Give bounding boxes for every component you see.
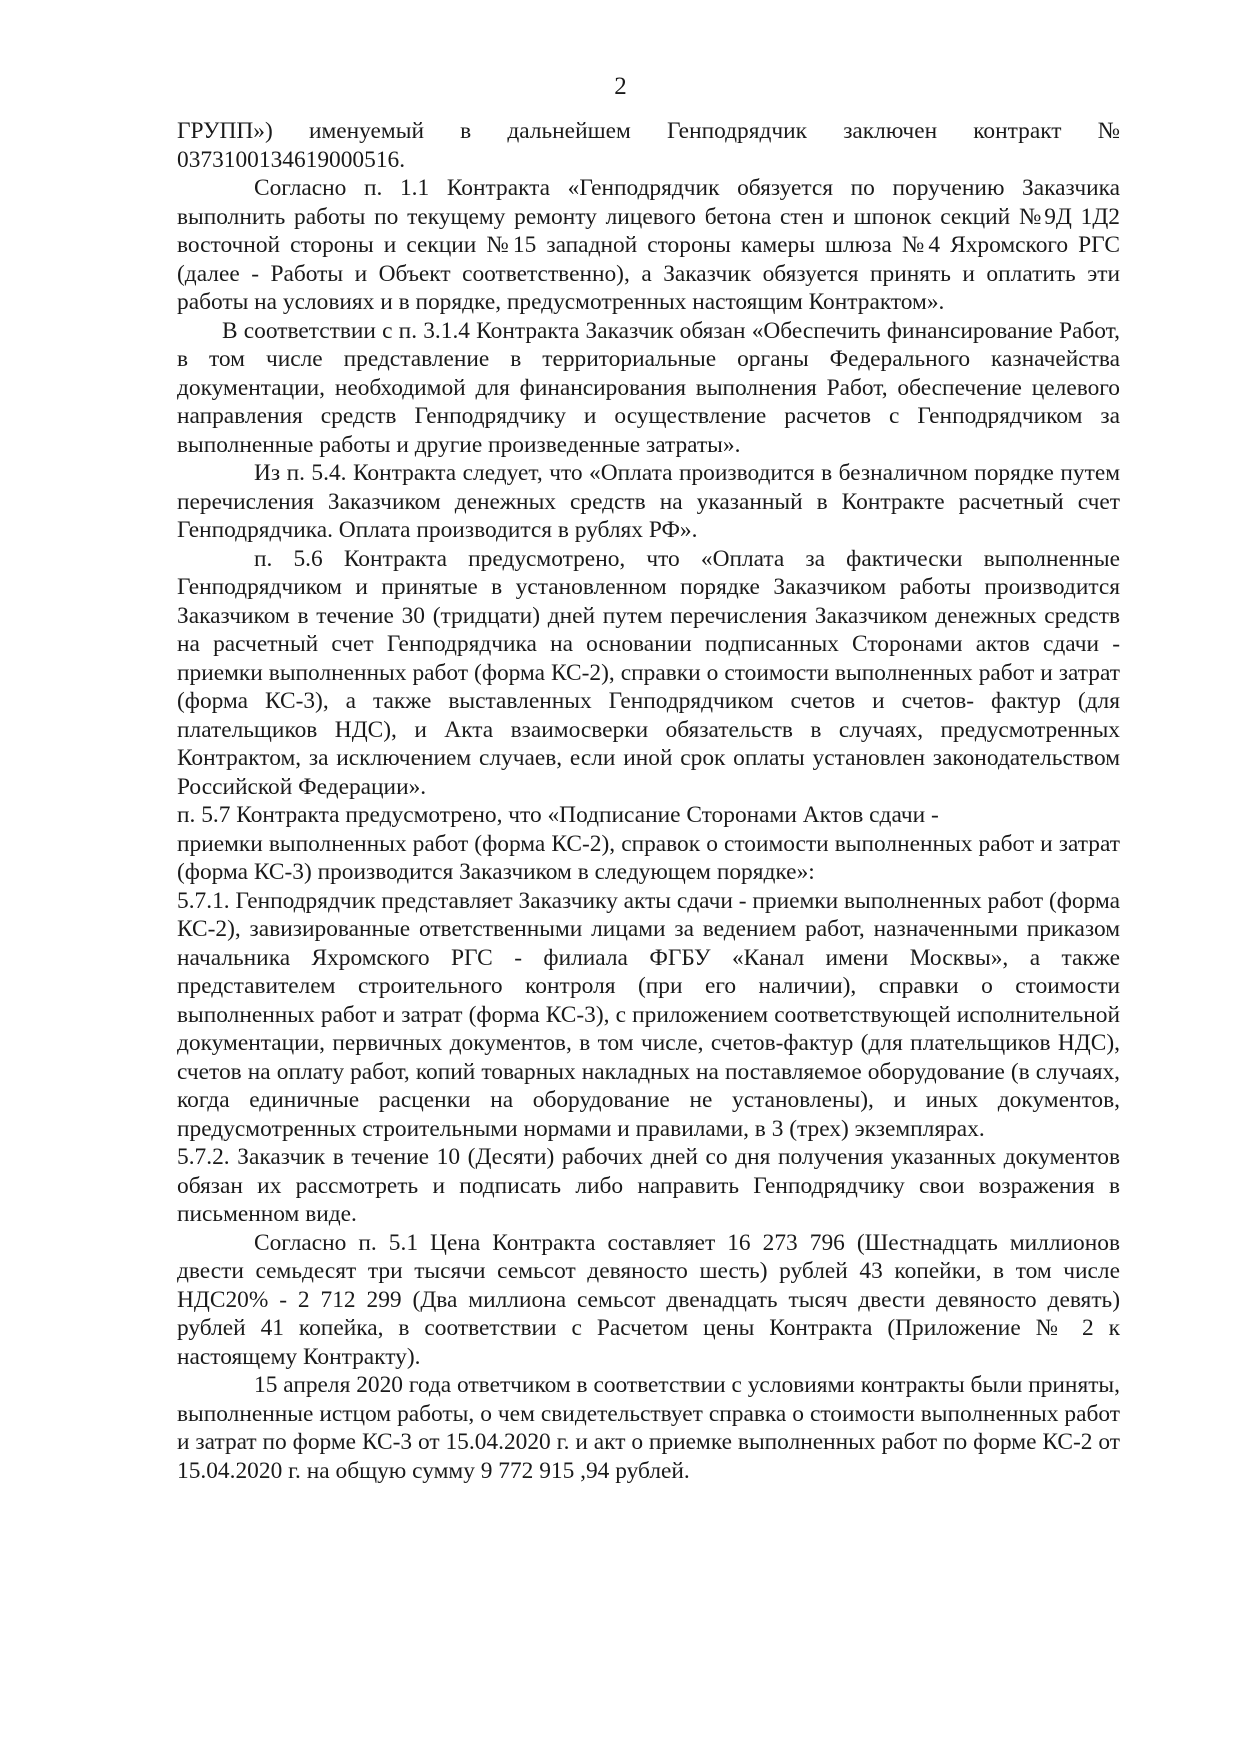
page-number: 2 [614,73,627,100]
paragraph-clause-5-7-continued: приемки выполненных работ (форма КС-2), справок о стоимости выполненных работ и затрат (форма КС-3) производится Заказчиком в следующем порядке»: [177,830,1120,885]
paragraph-clause-5-7-1: 5.7.1. Генподрядчик представляет Заказчику акты сдачи - приемки выполненных работ (форма КС-2), завизированные ответственными лицами за ведением работ, назначенными приказом начальника Яхромского РГС - филиала ФГБУ «Канал имени Москвы», а также представителем строительного контроля (при его наличии), справки о стоимости выполненных работ и затрат (форма КС-3), с приложением соответствующей исполнительной документации, первичных документов, в том числе, счетов-фактур (для плательщиков НДС), счетов на оплату работ, копий товарных накладных на поставляемое оборудование (в случаях, когда единичные расценки на оборудование не установлены), и иных документов, предусмотренных строительными нормами и правилами, в 3 (трех) экземплярах. [177,887,1120,1142]
paragraph-contract-number: ГРУПП») именуемый в дальнейшем Генподрядчик заключен контракт № 0373100134619000516. [177,118,1120,173]
paragraph-clause-3-1-4: В соответствии с п. 3.1.4 Контракта Заказчик обязан «Обеспечить финансирование Работ, в том числе представление в территориальные органы Федерального казначейства документации, необходимой для финансирования выполнения Работ, обеспечение целевого направления средств Генподрядчику и осуществление расчетов с Генподрядчиком за выполненные работы и другие произведенные затраты». [177,317,1120,458]
paragraph-clause-5-4: Из п. 5.4. Контракта следует, что «Оплата производится в безналичном порядке путем перечисления Заказчиком денежных средств на указанный в Контракте расчетный счет Генподрядчика. Оплата производится в рублях РФ». [177,460,1120,543]
paragraph-clause-5-7-intro: п. 5.7 Контракта предусмотрено, что «Подписание Сторонами Актов сдачи - [177,802,939,828]
paragraph-clause-5-1-price: Согласно п. 5.1 Цена Контракта составляет 16 273 796 (Шестнадцать миллионов двести семьдесят три тысячи семьсот девяносто шесть) рублей 43 копейки, в том числе НДС20% - 2 712 299 (Два миллиона семьсот двенадцать тысяч двести девяносто девять) рублей 41 копейка, в соответствии с Расчетом цены Контракта (Приложение № 2 к настоящему Контракту). [177,1229,1120,1370]
paragraph-clause-5-7-2: 5.7.2. Заказчик в течение 10 (Десяти) рабочих дней со дня получения указанных документов обязан их рассмотреть и подписать либо направить Генподрядчику свои возражения в письменном виде. [177,1144,1120,1227]
document-body [177,117,1120,1485]
paragraph-clause-1-1: Согласно п. 1.1 Контракта «Генподрядчик обязуется по поручению Заказчика выполнить работы по текущему ремонту лицевого бетона стен и шпонок секций №9Д 1Д2 восточной стороны и секции №15 западной стороны камеры шлюза №4 Яхромского РГС (далее - Работы и Объект соответственно), а Заказчик обязуется принять и оплатить эти работы на условиях и в порядке, предусмотренных настоящим Контрактом». [177,175,1120,315]
paragraph-acceptance-april-2020: 15 апреля 2020 года ответчиком в соответствии с условиями контракты были приняты, выполненные истцом работы, о чем свидетельствует справка о стоимости выполненных работ и затрат по форме КС-3 от 15.04.2020 г. и акт о приемке выполненных работ по форме КС-2 от 15.04.2020 г. на общую сумму 9 772 915 ,94 рублей. [177,1372,1120,1484]
paragraph-clause-5-6: п. 5.6 Контракта предусмотрено, что «Оплата за фактически выполненные Генподрядчиком и принятые в установленном порядке Заказчиком работы производится Заказчиком в течение 30 (тридцати) дней путем перечисления Заказчиком денежных средств на расчетный счет Генподрядчика на основании подписанных Сторонами актов сдачи - приемки выполненных работ (форма КС-2), справки о стоимости выполненных работ и затрат (форма КС-3), а также выставленных Генподрядчиком счетов и счетов- фактур (для плательщиков НДС), и Акта взаимосверки обязательств в случаях, предусмотренных Контрактом, за исключением случаев, если иной срок оплаты установлен законодательством Российской Федерации». [177,545,1120,800]
